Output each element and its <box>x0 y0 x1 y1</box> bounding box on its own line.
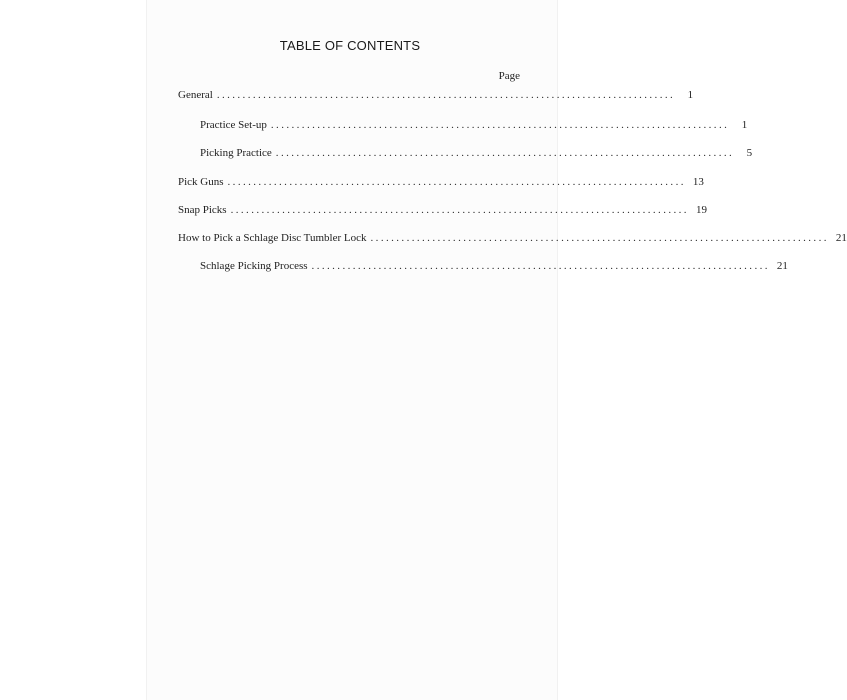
toc-entry <box>178 88 694 102</box>
toc-entry <box>178 175 704 189</box>
toc-entry-page: 1 <box>741 119 748 131</box>
toc-entry-label: General <box>178 89 213 101</box>
dot-leader: ......................................................................................... <box>270 119 730 131</box>
toc-entry <box>200 118 748 132</box>
dot-leader: ......................................................................................... <box>230 204 689 216</box>
dot-leader: ......................................................................................... <box>370 232 829 244</box>
dot-leader: ......................................................................................... <box>216 89 676 101</box>
page-title: TABLE OF CONTENTS <box>279 38 421 53</box>
toc-entry-page: 21 <box>776 260 788 272</box>
toc-entry-page: 19 <box>695 204 707 216</box>
toc-entry-page: 5 <box>746 147 753 159</box>
toc-entry-label: Snap Picks <box>178 204 227 216</box>
dot-leader: ......................................................................................... <box>275 147 735 159</box>
toc-entry-page: 1 <box>687 89 694 101</box>
toc-entry-page: 13 <box>692 176 704 188</box>
page-column-header: Page <box>498 70 520 82</box>
toc-entry <box>200 146 753 160</box>
toc-entry <box>200 259 788 273</box>
toc-entry-page: 21 <box>835 232 847 244</box>
dot-leader: ......................................................................................... <box>311 260 770 272</box>
toc-entry <box>178 231 847 245</box>
document-sheet <box>146 0 558 700</box>
dot-leader: ......................................................................................... <box>227 176 686 188</box>
toc-entry-label: Practice Set-up <box>200 119 267 131</box>
toc-entry-label: Picking Practice <box>200 147 272 159</box>
toc-entry-label: How to Pick a Schlage Disc Tumbler Lock <box>178 232 367 244</box>
toc-entry-label: Schlage Picking Process <box>200 260 308 272</box>
toc-entry-label: Pick Guns <box>178 176 224 188</box>
toc-entry <box>178 203 707 217</box>
